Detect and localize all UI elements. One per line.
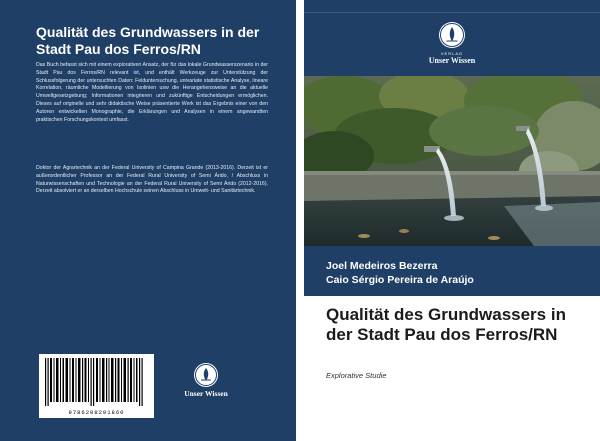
author-bio: Doktor der Agrartechnik an der Federal University of Campina Grande (2013-2016). Derzeit ist er außerordentlicher Professor an der Federal Rural University of Semi Árido, / Abschluss in Naturwissenschaften und Technologie an der Federal Rural University of Semi Árido (2012-2016). Derzeit absolviert er an derselben Hochschule seinen Abschluss in Umwelt- und Sanitärtechnik. xyxy=(36,165,268,195)
front-publisher-logo xyxy=(422,22,482,65)
back-cover xyxy=(0,0,296,441)
publisher-emblem-icon xyxy=(194,363,218,387)
fountain-photo-icon xyxy=(304,76,600,246)
front-publisher-name: Unser Wissen xyxy=(428,56,476,65)
spine xyxy=(296,0,304,441)
book-subtitle: Explorative Studie xyxy=(326,371,387,380)
publisher-emblem-icon xyxy=(439,22,465,48)
back-publisher-name: Unser Wissen xyxy=(184,389,228,398)
isbn-number: 9786208291860 xyxy=(68,409,125,416)
front-header-band xyxy=(304,0,600,76)
publisher-tagline: VERLAG xyxy=(440,51,464,56)
back-publisher-logo xyxy=(175,363,237,398)
book-title: Qualität des Grundwassers in der Stadt Pau dos Ferros/RN xyxy=(326,305,566,344)
author-name: Joel Medeiros Bezerra xyxy=(326,260,438,272)
cover-photo xyxy=(304,76,600,246)
author-name: Caio Sérgio Pereira de Araújo xyxy=(326,274,474,286)
back-cover-title: Qualität des Grundwassers in der Stadt Pau dos Ferros/RN xyxy=(36,24,260,57)
header-line xyxy=(304,12,600,13)
isbn-barcode xyxy=(39,354,154,418)
barcode-icon xyxy=(39,354,154,408)
authors-band xyxy=(304,246,600,296)
book-description: Das Buch befasst sich mit einem explorativen Ansatz, der für das lokale Grundwasserszenario in der Stadt Pau dos Ferros/RN relevant ist, und enthält Werkzeuge zur Unterstützung der Schlussfolgerung der untersuchten Daten: Felduntersuchung, univariate statistische Analyse, lineare Korrelation, räumliche Modellierung von Isolinien usw die Herangehensweise an die aktuelle Umweltgesetzgebung; Informationen integrieren und zukünftige Entscheidungen ermöglichen. Dieses auf originelle und sehr didaktische Weise präsentierte Werk ist das Ergebnis einer von den Autoren entwickelten Monographie, die Erklärungen und Analysen in einem angewandten praktischen Forschungskontext umfasst. xyxy=(36,62,268,123)
front-cover xyxy=(304,0,600,441)
